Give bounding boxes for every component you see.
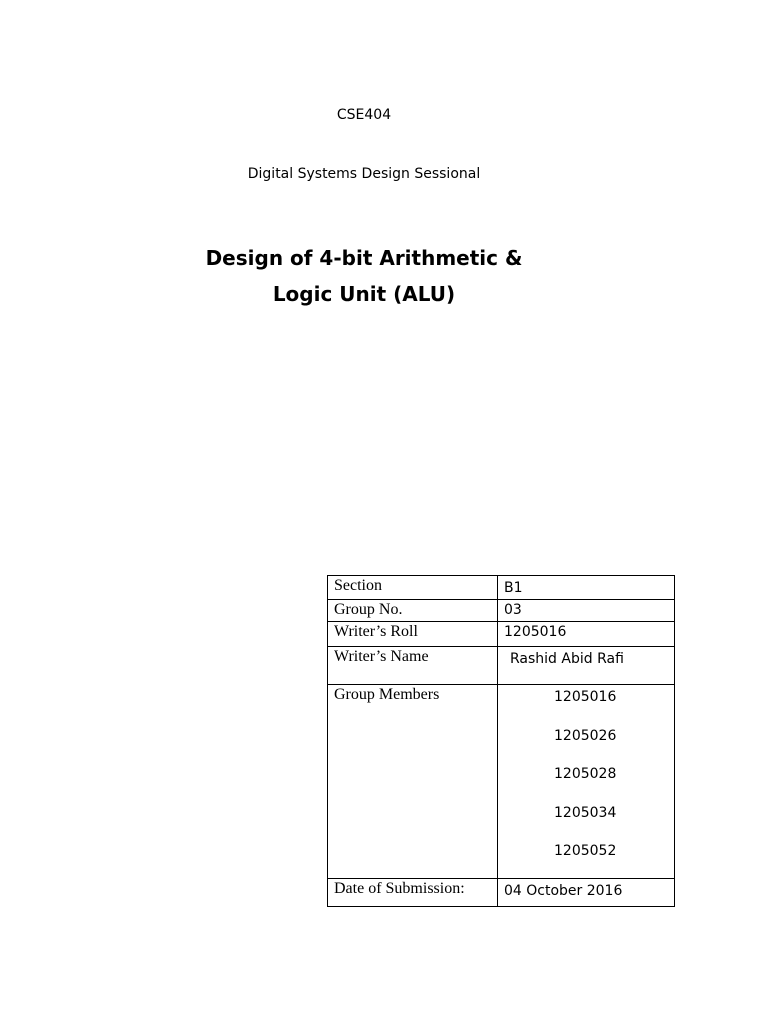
course-code: CSE404 xyxy=(336,107,392,123)
section-value: B1 xyxy=(504,580,523,596)
section-label-cell xyxy=(328,576,498,600)
report-title-line-1: Design of 4-bit Arithmetic & xyxy=(205,246,523,270)
table-row xyxy=(328,878,675,906)
group-value-cell xyxy=(498,600,675,622)
date-value-cell xyxy=(498,878,675,906)
list-item: 1205034 xyxy=(554,804,617,821)
roll-label-cell xyxy=(328,622,498,647)
list-item: 1205016 xyxy=(554,689,617,705)
date-value: 04 October 2016 xyxy=(504,882,623,899)
group-label-cell xyxy=(328,600,498,622)
section-label: Section xyxy=(334,577,382,594)
list-item: 1205026 xyxy=(554,727,617,744)
roll-value-cell xyxy=(498,622,675,647)
report-title xyxy=(0,240,728,312)
name-label: Writer’s Name xyxy=(334,648,429,665)
members-list xyxy=(504,685,674,878)
course-name: Digital Systems Design Sessional xyxy=(247,166,481,182)
list-item: 1205028 xyxy=(554,766,617,782)
group-label: Group No. xyxy=(334,601,403,618)
roll-label: Writer’s Roll xyxy=(334,623,418,640)
submission-info-table xyxy=(327,575,675,907)
name-value: Rashid Abid Rafi xyxy=(510,651,624,667)
group-value: 03 xyxy=(504,602,522,618)
date-label-cell xyxy=(328,878,498,906)
table-row xyxy=(328,647,675,685)
name-label-cell xyxy=(328,647,498,685)
section-value-cell xyxy=(498,576,675,600)
list-item: 1205052 xyxy=(554,843,617,859)
report-title-line-2: Logic Unit (ALU) xyxy=(272,282,456,306)
roll-value: 1205016 xyxy=(504,624,567,640)
table-row xyxy=(328,600,675,622)
name-value-cell xyxy=(498,647,675,685)
table-row xyxy=(328,622,675,647)
table-row xyxy=(328,576,675,600)
members-label-cell xyxy=(328,685,498,879)
date-label: Date of Submission: xyxy=(334,879,465,897)
table-row xyxy=(328,685,675,879)
members-value-cell xyxy=(498,685,675,879)
members-label: Group Members xyxy=(334,686,440,703)
